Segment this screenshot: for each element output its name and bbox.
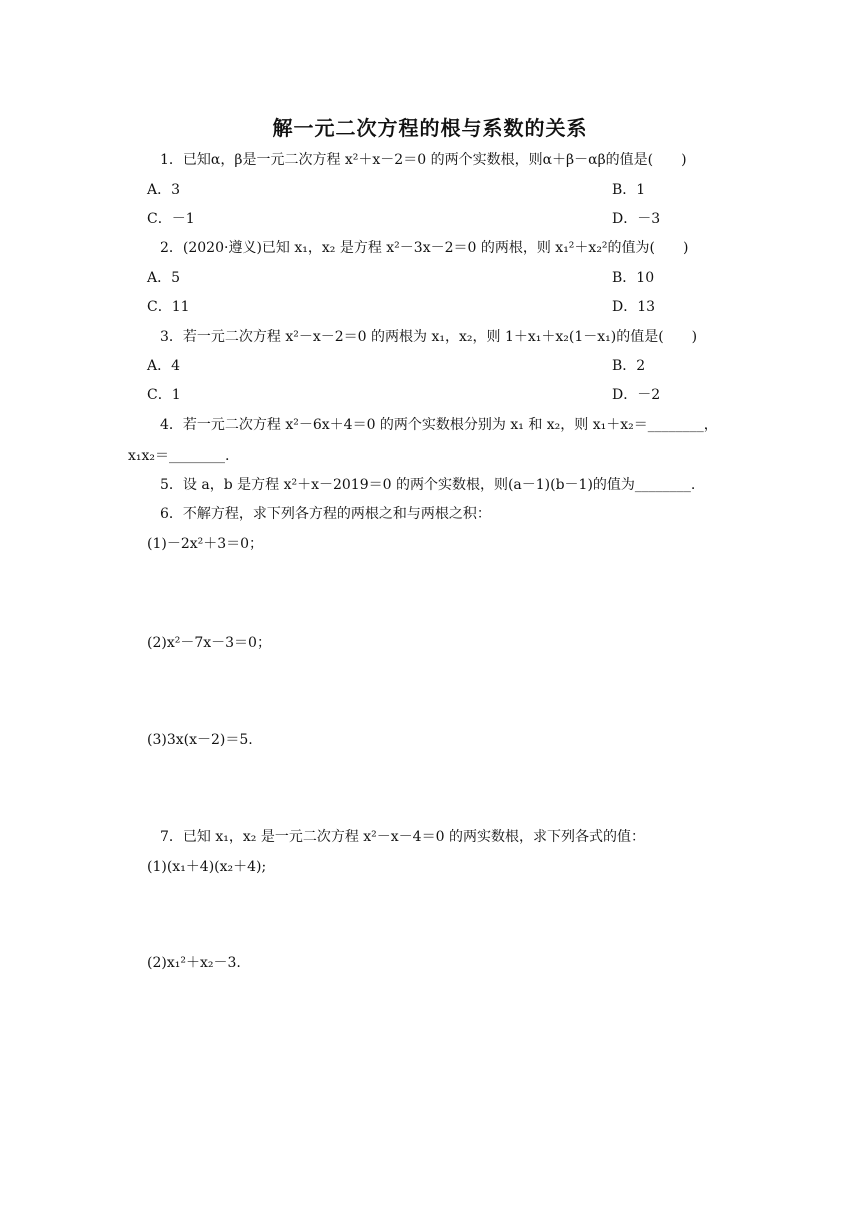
question-2-option-d: D．13 — [612, 299, 656, 315]
question-7-part-1: (1)(x₁＋4)(x₂＋4); — [147, 859, 267, 875]
question-2-option-c: C．11 — [147, 299, 190, 315]
question-4-line-2: x₁x₂＝________. — [128, 448, 230, 464]
question-6-stem: 6．不解方程，求下列各方程的两根之和与两根之积： — [160, 506, 491, 522]
question-5-stem: 5．设 a，b 是方程 x²＋x－2019＝0 的两个实数根，则(a－1)(b－1)的值为________. — [160, 477, 696, 493]
question-7-stem: 7．已知 x₁，x₂ 是一元二次方程 x²－x－4＝0 的两实数根，求下列各式的值： — [160, 829, 645, 845]
question-1-option-c: C．－1 — [147, 211, 195, 227]
question-6-part-2: (2)x²－7x－3＝0； — [147, 635, 271, 651]
question-2-option-b: B．10 — [612, 270, 655, 286]
page-title: 解一元二次方程的根与系数的关系 — [272, 116, 588, 140]
question-1-option-a: A．3 — [147, 182, 181, 198]
question-3-option-d: D．－2 — [612, 387, 661, 403]
question-3-option-c: C．1 — [147, 387, 181, 403]
question-6-part-3: (3)3x(x－2)＝5. — [147, 732, 253, 748]
question-6-part-1: (1)－2x²＋3＝0； — [147, 536, 264, 552]
question-7-part-2: (2)x₁²＋x₂－3. — [147, 955, 241, 971]
question-3-option-a: A．4 — [147, 358, 181, 374]
question-4-line-1: 4．若一元二次方程 x²－6x＋4＝0 的两个实数根分别为 x₁ 和 x₂，则 x₁＋x₂＝________， — [160, 417, 718, 433]
question-3-stem: 3．若一元二次方程 x²－x－2＝0 的两根为 x₁，x₂，则 1＋x₁＋x₂(1－x₁)的值是( ) — [160, 329, 698, 345]
question-1-stem: 1．已知α，β是一元二次方程 x²＋x－2＝0 的两个实数根，则α＋β－αβ的值是( ) — [160, 152, 687, 168]
question-1-option-b: B．1 — [612, 182, 646, 198]
question-2-stem: 2．(2020·遵义)已知 x₁，x₂ 是方程 x²－3x－2＝0 的两根，则 x₁²＋x₂²的值为( ) — [160, 240, 689, 256]
question-1-option-d: D．－3 — [612, 211, 661, 227]
question-2-option-a: A．5 — [147, 270, 181, 286]
question-3-option-b: B．2 — [612, 358, 646, 374]
